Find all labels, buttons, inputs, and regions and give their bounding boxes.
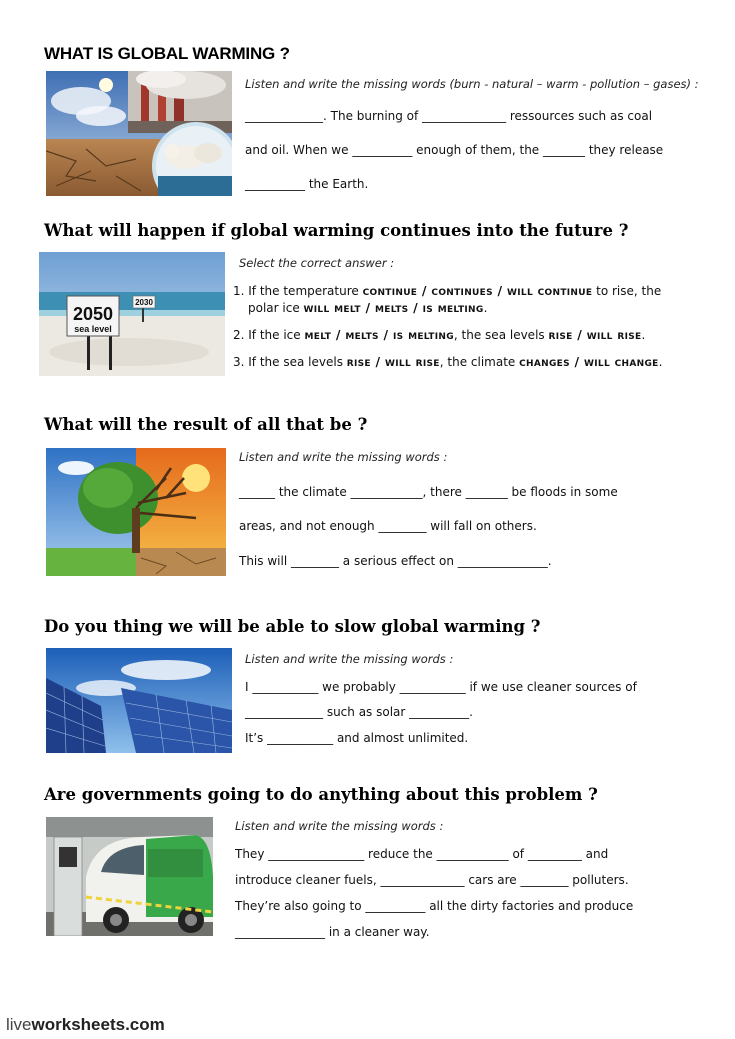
section-5-line-3[interactable]: They’re also going to __________ all the dirty factories and produce [235, 899, 634, 913]
section-3-line-3[interactable]: This will ________ a serious effect on _______________. [239, 554, 552, 568]
liveworksheets-logo[interactable] [6, 1015, 165, 1035]
question-1-period: . [483, 301, 488, 315]
section-4-line-3[interactable]: It’s ___________ and almost unlimited. [245, 731, 469, 745]
question-2-period: . [641, 328, 646, 342]
question-1-text-end: to rise, the [592, 284, 662, 298]
section-3-instruction: Listen and write the missing words : [239, 450, 448, 464]
section-5-title: Are governments going to do anything about this problem ? [44, 785, 598, 804]
logo-part-live: live [6, 1015, 32, 1034]
section-3-line-2[interactable]: areas, and not enough ________ will fall on others. [239, 519, 537, 533]
section-1-line-1[interactable]: _____________. The burning of ______________ ressources such as coal [245, 109, 653, 123]
section-2-instruction: Select the correct answer : [239, 256, 395, 270]
question-2-text-mid: , the sea levels [453, 328, 549, 342]
question-2-options-b[interactable]: rise / will rise [548, 327, 642, 342]
global-warming-image [46, 71, 232, 196]
question-1-line-1 [233, 283, 661, 298]
section-4-title: Do you thing we will be able to slow global warming ? [44, 617, 541, 636]
section-3-title: What will the result of all that be ? [44, 415, 368, 434]
question-2-line [233, 327, 645, 342]
sign-2050-text: 2050 [72, 304, 114, 324]
question-2-text: 2. If the ice [233, 328, 305, 342]
section-2-title: What will happen if global warming continues into the future ? [44, 221, 629, 240]
tree-climate-image [46, 448, 226, 576]
sign-2030-text: 2030 [135, 298, 153, 307]
section-1-title: WHAT IS GLOBAL WARMING ? [44, 44, 290, 63]
solar-panels-image [46, 648, 232, 753]
section-1-line-2[interactable]: and oil. When we __________ enough of them, the _______ they release [245, 143, 664, 157]
section-5-instruction: Listen and write the missing words : [235, 819, 444, 833]
question-3-text-mid: , the climate [439, 355, 520, 369]
question-1-text: 1. If the temperature [233, 284, 363, 298]
section-4-instruction: Listen and write the missing words : [245, 652, 454, 666]
section-4-line-1[interactable]: I ___________ we probably ___________ if we use cleaner sources of [245, 680, 637, 694]
question-1-options-a[interactable]: continue / continues / will continue [362, 283, 593, 298]
question-3-options-b[interactable]: changes / will change [519, 354, 659, 369]
section-3-line-1[interactable]: ______ the climate ____________, there _______ be floods in some [239, 485, 618, 499]
question-3-text: 3. If the sea levels [233, 355, 347, 369]
logo-part-worksheets: worksheets [31, 1015, 126, 1034]
question-1-options-b[interactable]: will melt / melts / is melting [303, 300, 484, 315]
question-3-period: . [658, 355, 663, 369]
sea-level-sign-image [39, 252, 225, 376]
electric-car-image [46, 817, 213, 936]
logo-part-com: .com [125, 1015, 165, 1034]
section-1-line-3[interactable]: __________ the Earth. [245, 177, 369, 191]
section-4-line-2[interactable]: _____________ such as solar __________. [245, 705, 473, 719]
question-2-options-a[interactable]: melt / melts / is melting [304, 327, 454, 342]
question-1-text-b: polar ice [248, 301, 304, 315]
section-5-line-4[interactable]: _______________ in a cleaner way. [235, 925, 430, 939]
section-5-line-1[interactable]: They ________________ reduce the ____________ of _________ and [235, 847, 609, 861]
question-3-options-a[interactable]: rise / will rise [346, 354, 440, 369]
question-1-line-2 [248, 300, 487, 315]
section-5-line-2[interactable]: introduce cleaner fuels, ______________ cars are ________ polluters. [235, 873, 629, 887]
sign-sea-level-text: sea level [74, 324, 112, 334]
section-1-instruction: Listen and write the missing words (burn - natural – warm - pollution – gases) : [245, 77, 699, 91]
question-3-line [233, 354, 662, 369]
